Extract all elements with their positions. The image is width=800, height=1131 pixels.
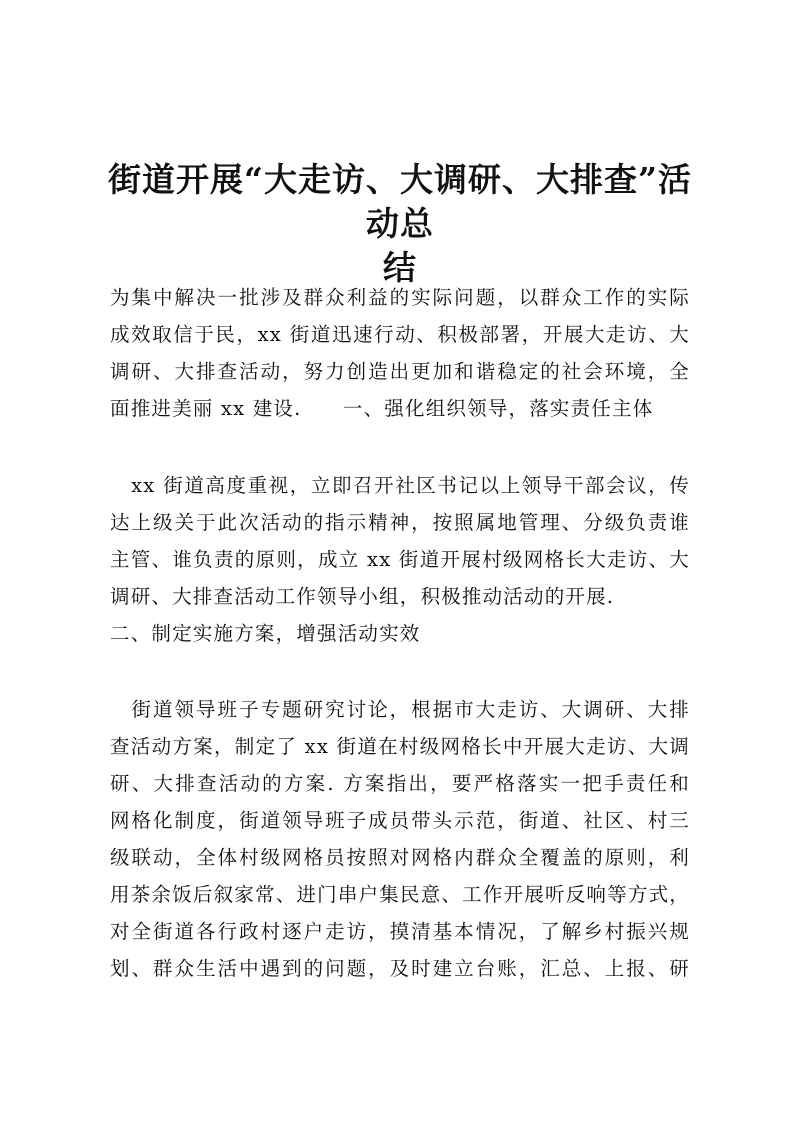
paragraph-3-line-8: 划、群众生活中遇到的问题，及时建立台账，汇总、上报、研 [110,957,690,980]
paragraph-1-line-1: 为集中解决一批涉及群众利益的实际问题，以群众工作的实际 [110,286,690,309]
paragraph-3-line-6: 用茶余饭后叙家常、进门串户集民意、工作开展听反响等方式， [110,883,690,906]
paragraph-2-line-1: xx 街道高度重视，立即召开社区书记以上领导干部会议，传 [110,474,690,497]
paragraph-2-line-2: 达上级关于此次活动的指示精神，按照属地管理、分级负责谁 [110,511,690,534]
paragraph-2-line-4: 调研、大排查活动工作领导小组，积极推动活动的开展. [110,585,615,608]
paragraph-3-line-2: 查活动方案，制定了 xx 街道在村级网格长中开展大走访、大调 [110,735,690,758]
paragraph-3-line-4: 网格化制度，街道领导班子成员带头示范，街道、社区、村三 [110,809,690,832]
title-line-1: 街道开展“大走访、大调研、大排查”活动总 [108,160,692,243]
paragraph-1-line-2: 成效取信于民，xx 街道迅速行动、积极部署，开展大走访、大 [110,323,690,346]
paragraph-3-line-1: 街道领导班子专题研究讨论，根据市大走访、大调研、大排 [110,698,690,721]
paragraph-3-line-7: 对全街道各行政村逐户走访，摸清基本情况，了解乡村振兴规 [110,920,690,943]
paragraph-3-line-5: 级联动，全体村级网格员按照对网格内群众全覆盖的原则，利 [110,846,690,869]
paragraph-1-line-4: 面推进美丽 xx 建设. 一、强化组织领导，落实责任主体 [110,397,654,420]
paragraph-3-line-3: 研、大排查活动的方案. 方案指出，要严格落实一把手责任和 [110,772,690,795]
document-title [100,158,700,290]
section-heading-2: 二、制定实施方案，增强活动实效 [110,622,421,645]
paragraph-1-line-3: 调研、大排查活动，努力创造出更加和谐稳定的社会环境，全 [110,360,690,383]
title-line-2: 结 [383,248,417,287]
paragraph-2-line-3: 主管、谁负责的原则，成立 xx 街道开展村级网格长大走访、大 [110,548,690,571]
